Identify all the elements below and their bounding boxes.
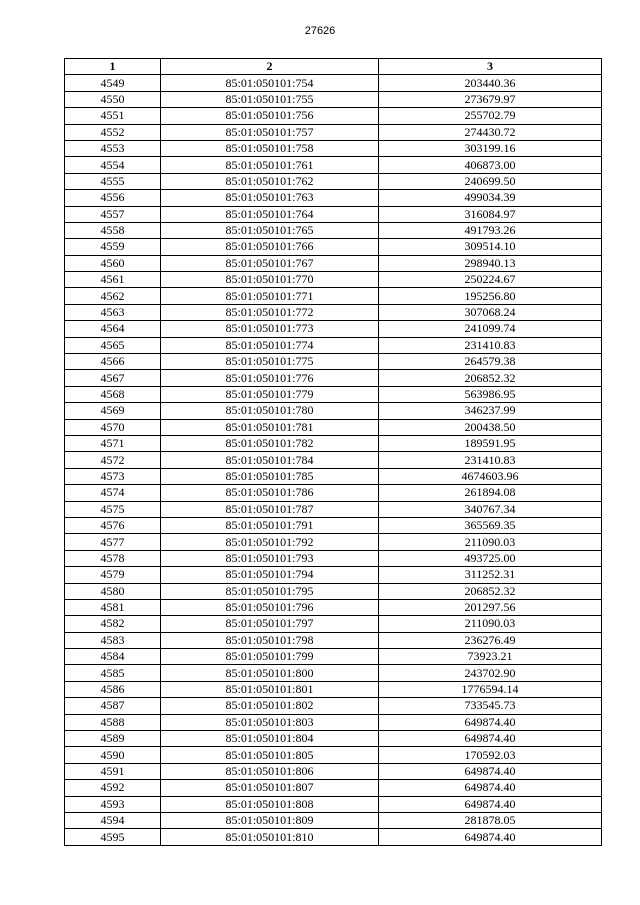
row-number-cell: 4549 [65,75,161,91]
cadastral-id-cell: 85:01:050101:780 [161,403,379,419]
row-number-cell: 4568 [65,386,161,402]
table-row [65,632,602,648]
row-number-cell: 4579 [65,567,161,583]
table-row [65,763,602,779]
cadastral-id-cell: 85:01:050101:770 [161,272,379,288]
value-cell: 201297.56 [379,599,602,615]
table-row [65,534,602,550]
row-number-cell: 4559 [65,239,161,255]
value-cell: 649874.40 [379,714,602,730]
table-row [65,272,602,288]
cadastral-id-cell: 85:01:050101:804 [161,731,379,747]
table-row [65,665,602,681]
cadastral-id-cell: 85:01:050101:803 [161,714,379,730]
row-number-cell: 4575 [65,501,161,517]
table-row [65,419,602,435]
cadastral-id-cell: 85:01:050101:810 [161,829,379,845]
value-cell: 231410.83 [379,337,602,353]
row-number-cell: 4565 [65,337,161,353]
table-row [65,255,602,271]
value-cell: 4674603.96 [379,468,602,484]
row-number-cell: 4587 [65,698,161,714]
cadastral-id-cell: 85:01:050101:795 [161,583,379,599]
value-cell: 733545.73 [379,698,602,714]
value-cell: 264579.38 [379,354,602,370]
cadastral-id-cell: 85:01:050101:806 [161,763,379,779]
row-number-cell: 4551 [65,108,161,124]
cadastral-id-cell: 85:01:050101:775 [161,354,379,370]
table-row [65,403,602,419]
table-row [65,206,602,222]
row-number-cell: 4561 [65,272,161,288]
cadastral-id-cell: 85:01:050101:787 [161,501,379,517]
value-cell: 73923.21 [379,649,602,665]
row-number-cell: 4567 [65,370,161,386]
value-cell: 281878.05 [379,812,602,828]
table-body [65,75,602,845]
value-cell: 240699.50 [379,173,602,189]
cadastral-id-cell: 85:01:050101:762 [161,173,379,189]
value-cell: 311252.31 [379,567,602,583]
value-cell: 274430.72 [379,124,602,140]
cadastral-id-cell: 85:01:050101:797 [161,616,379,632]
cadastral-id-cell: 85:01:050101:755 [161,91,379,107]
table-row [65,321,602,337]
row-number-cell: 4570 [65,419,161,435]
value-cell: 499034.39 [379,190,602,206]
cadastral-id-cell: 85:01:050101:794 [161,567,379,583]
value-cell: 203440.36 [379,75,602,91]
value-cell: 255702.79 [379,108,602,124]
table-row [65,140,602,156]
cadastral-id-cell: 85:01:050101:765 [161,222,379,238]
cadastral-id-cell: 85:01:050101:761 [161,157,379,173]
value-cell: 298940.13 [379,255,602,271]
value-cell: 189591.95 [379,435,602,451]
cadastral-id-cell: 85:01:050101:805 [161,747,379,763]
table-row [65,108,602,124]
table-row [65,435,602,451]
row-number-cell: 4554 [65,157,161,173]
table-row [65,829,602,845]
table-row [65,796,602,812]
row-number-cell: 4571 [65,435,161,451]
table-row [65,550,602,566]
cadastral-id-cell: 85:01:050101:771 [161,288,379,304]
value-cell: 340767.34 [379,501,602,517]
row-number-cell: 4585 [65,665,161,681]
cadastral-id-cell: 85:01:050101:772 [161,304,379,320]
table-header-row [65,59,602,75]
row-number-cell: 4550 [65,91,161,107]
value-cell: 649874.40 [379,780,602,796]
column-header-number: 1 [65,59,161,75]
value-cell: 649874.40 [379,763,602,779]
row-number-cell: 4552 [65,124,161,140]
row-number-cell: 4564 [65,321,161,337]
table-row [65,780,602,796]
value-cell: 307068.24 [379,304,602,320]
cadastral-id-cell: 85:01:050101:793 [161,550,379,566]
value-cell: 303199.16 [379,140,602,156]
value-cell: 231410.83 [379,452,602,468]
table-row [65,91,602,107]
table-row [65,567,602,583]
cadastral-id-cell: 85:01:050101:792 [161,534,379,550]
row-number-cell: 4595 [65,829,161,845]
row-number-cell: 4582 [65,616,161,632]
cadastral-id-cell: 85:01:050101:809 [161,812,379,828]
table-row [65,583,602,599]
value-cell: 493725.00 [379,550,602,566]
table-row [65,747,602,763]
value-cell: 250224.67 [379,272,602,288]
value-cell: 241099.74 [379,321,602,337]
table-row [65,239,602,255]
row-number-cell: 4569 [65,403,161,419]
cadastral-id-cell: 85:01:050101:799 [161,649,379,665]
row-number-cell: 4558 [65,222,161,238]
cadastral-id-cell: 85:01:050101:756 [161,108,379,124]
value-cell: 211090.03 [379,616,602,632]
cadastral-id-cell: 85:01:050101:773 [161,321,379,337]
cadastral-id-cell: 85:01:050101:786 [161,485,379,501]
row-number-cell: 4574 [65,485,161,501]
value-cell: 491793.26 [379,222,602,238]
table-row [65,75,602,91]
table-row [65,616,602,632]
cadastral-id-cell: 85:01:050101:801 [161,681,379,697]
table-row [65,370,602,386]
table-row [65,681,602,697]
cadastral-id-cell: 85:01:050101:800 [161,665,379,681]
row-number-cell: 4590 [65,747,161,763]
table-row [65,517,602,533]
cadastral-id-cell: 85:01:050101:784 [161,452,379,468]
value-cell: 1776594.14 [379,681,602,697]
cadastral-id-cell: 85:01:050101:767 [161,255,379,271]
table-row [65,501,602,517]
table-row [65,337,602,353]
value-cell: 206852.32 [379,370,602,386]
value-cell: 649874.40 [379,796,602,812]
table-row [65,386,602,402]
column-header-cadastral-id: 2 [161,59,379,75]
page-number: 27626 [304,25,336,37]
cadastral-id-cell: 85:01:050101:807 [161,780,379,796]
row-number-cell: 4593 [65,796,161,812]
table-row [65,173,602,189]
cadastral-id-cell: 85:01:050101:766 [161,239,379,255]
table-row [65,649,602,665]
row-number-cell: 4583 [65,632,161,648]
row-number-cell: 4581 [65,599,161,615]
row-number-cell: 4555 [65,173,161,189]
row-number-cell: 4586 [65,681,161,697]
table-row [65,812,602,828]
row-number-cell: 4592 [65,780,161,796]
row-number-cell: 4576 [65,517,161,533]
row-number-cell: 4578 [65,550,161,566]
value-cell: 206852.32 [379,583,602,599]
cadastral-id-cell: 85:01:050101:757 [161,124,379,140]
value-cell: 649874.40 [379,829,602,845]
value-cell: 261894.08 [379,485,602,501]
value-cell: 649874.40 [379,731,602,747]
table-row [65,452,602,468]
row-number-cell: 4588 [65,714,161,730]
table-row [65,288,602,304]
table-row [65,190,602,206]
cadastral-id-cell: 85:01:050101:779 [161,386,379,402]
cadastral-id-cell: 85:01:050101:791 [161,517,379,533]
row-number-cell: 4562 [65,288,161,304]
cadastral-id-cell: 85:01:050101:774 [161,337,379,353]
table-row [65,485,602,501]
row-number-cell: 4566 [65,354,161,370]
value-cell: 563986.95 [379,386,602,402]
row-number-cell: 4584 [65,649,161,665]
table-row [65,124,602,140]
cadastral-id-cell: 85:01:050101:764 [161,206,379,222]
value-cell: 211090.03 [379,534,602,550]
cadastral-id-cell: 85:01:050101:808 [161,796,379,812]
row-number-cell: 4573 [65,468,161,484]
table-row [65,698,602,714]
value-cell: 170592.03 [379,747,602,763]
cadastral-id-cell: 85:01:050101:754 [161,75,379,91]
row-number-cell: 4580 [65,583,161,599]
value-cell: 316084.97 [379,206,602,222]
cadastral-id-cell: 85:01:050101:796 [161,599,379,615]
cadastral-id-cell: 85:01:050101:802 [161,698,379,714]
row-number-cell: 4557 [65,206,161,222]
column-header-value: 3 [379,59,602,75]
cadastral-id-cell: 85:01:050101:763 [161,190,379,206]
row-number-cell: 4577 [65,534,161,550]
value-cell: 273679.97 [379,91,602,107]
table-row [65,222,602,238]
value-cell: 346237.99 [379,403,602,419]
value-cell: 365569.35 [379,517,602,533]
table-row [65,731,602,747]
value-cell: 200438.50 [379,419,602,435]
table-row [65,599,602,615]
cadastral-id-cell: 85:01:050101:758 [161,140,379,156]
cadastral-id-cell: 85:01:050101:785 [161,468,379,484]
cadastral-value-table [64,58,602,846]
value-cell: 406873.00 [379,157,602,173]
row-number-cell: 4553 [65,140,161,156]
cadastral-id-cell: 85:01:050101:776 [161,370,379,386]
row-number-cell: 4572 [65,452,161,468]
row-number-cell: 4594 [65,812,161,828]
value-cell: 236276.49 [379,632,602,648]
cadastral-id-cell: 85:01:050101:782 [161,435,379,451]
row-number-cell: 4591 [65,763,161,779]
table-row [65,714,602,730]
table-row [65,157,602,173]
row-number-cell: 4556 [65,190,161,206]
row-number-cell: 4563 [65,304,161,320]
value-cell: 195256.80 [379,288,602,304]
cadastral-id-cell: 85:01:050101:781 [161,419,379,435]
table-row [65,354,602,370]
cadastral-id-cell: 85:01:050101:798 [161,632,379,648]
row-number-cell: 4589 [65,731,161,747]
table-row [65,304,602,320]
value-cell: 309514.10 [379,239,602,255]
value-cell: 243702.90 [379,665,602,681]
table-row [65,468,602,484]
row-number-cell: 4560 [65,255,161,271]
